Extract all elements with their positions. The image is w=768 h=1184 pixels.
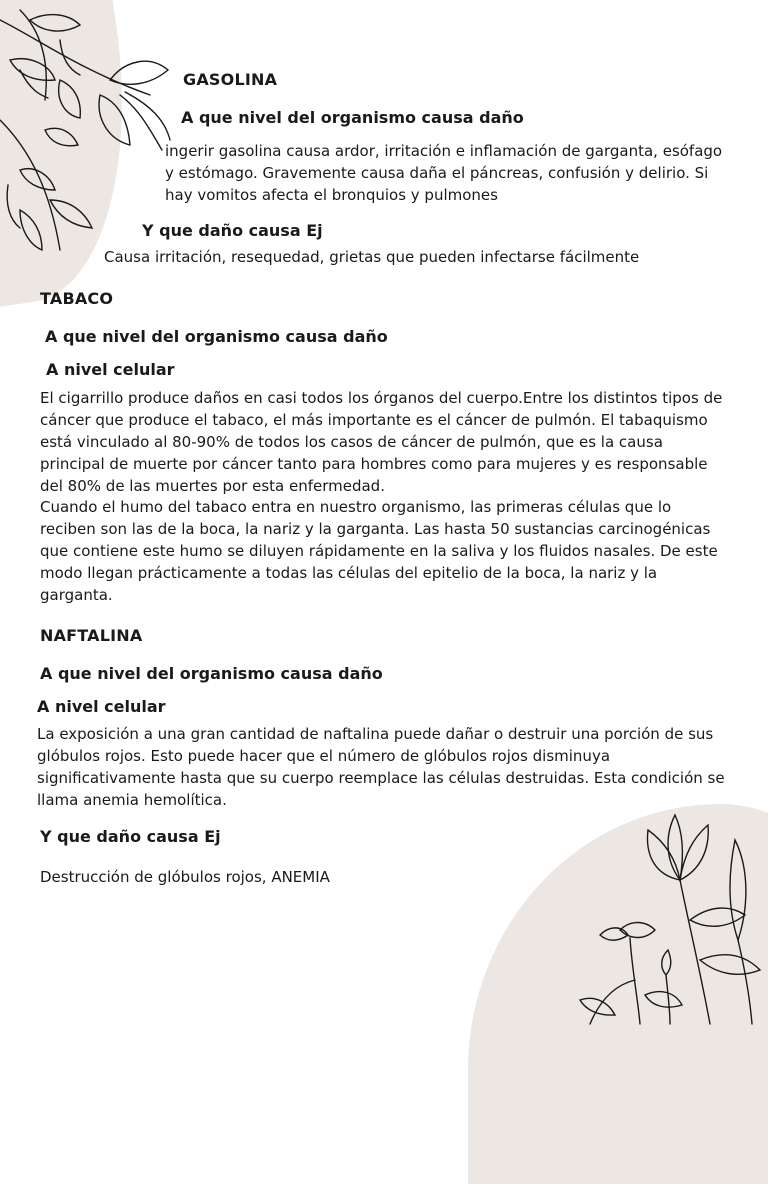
naftalina-question: A que nivel del organismo causa daño xyxy=(40,664,383,683)
naftalina-damage-heading: Y que daño causa Ej xyxy=(40,827,221,846)
gasolina-damage-body: Causa irritación, resequedad, grietas que pueden infectarse fácilmente xyxy=(104,248,640,266)
naftalina-damage-body: Destrucción de glóbulos rojos, ANEMIA xyxy=(40,868,330,886)
section-title-naftalina: NAFTALINA xyxy=(40,626,143,645)
section-title-tabaco: TABACO xyxy=(40,289,114,308)
tabaco-level: A nivel celular xyxy=(46,360,175,379)
section-title-gasolina: GASOLINA xyxy=(183,70,278,89)
tabaco-body-1: El cigarrillo produce daños en casi todos los órganos del cuerpo.Entre los distintos tipos de cáncer que produce el tabaco, el más importante es el cáncer de pulmón. El tabaquismo está vinculado al 80-90% de todos los casos de cáncer de pulmón, que es la causa principal de muerte por cáncer tanto para hombres como para mujeres y es responsable del 80% de las muertes por esta enfermedad. xyxy=(40,389,723,495)
gasolina-damage-heading: Y que daño causa Ej xyxy=(142,221,323,240)
gasolina-question: A que nivel del organismo causa daño xyxy=(181,108,524,127)
tabaco-body-2: Cuando el humo del tabaco entra en nuestro organismo, las primeras células que lo reciben son las de la boca, la nariz y la garganta. Las hasta 50 sustancias carcinogénicas que contiene este humo se diluyen rápidamente en la saliva y los fluidos nasales. De este modo llegan prácticamente a todas las células del epitelio de la boca, la nariz y la garganta. xyxy=(40,498,718,604)
naftalina-level: A nivel celular xyxy=(37,697,166,716)
naftalina-body: La exposición a una gran cantidad de naftalina puede dañar o destruir una porción de sus glóbulos rojos. Esto puede hacer que el número de glóbulos rojos disminuya significativamente hasta que su cuerpo reemplace las células destruidas. Esta condición se llama anemia hemolítica. xyxy=(37,725,725,809)
tulip-flowers-illustration xyxy=(560,810,768,1024)
tabaco-question: A que nivel del organismo causa daño xyxy=(45,327,388,346)
gasolina-body: ingerir gasolina causa ardor, irritación e inflamación de garganta, esófago y estómago. Gravemente causa daña el páncreas, confusión y delirio. Si hay vomitos afecta el bronquios y pulmones xyxy=(165,142,723,204)
